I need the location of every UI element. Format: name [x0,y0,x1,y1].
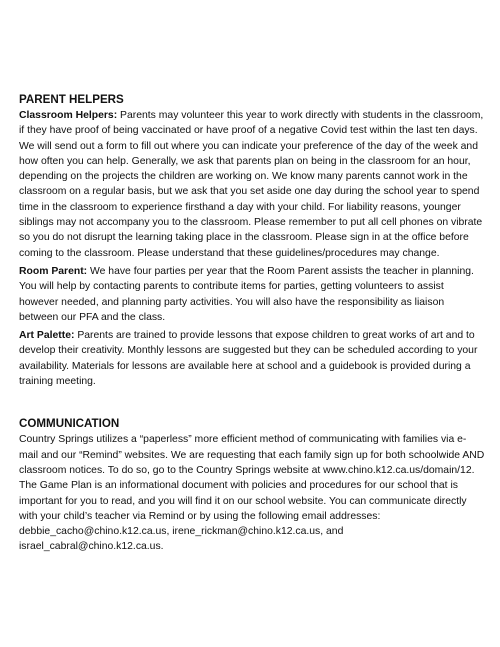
communication-paragraph: Country Springs utilizes a “paperless” more efficient method of communicating with families via e-mail and our “Remind” websites. We are requesting that each family sign up for both schoolwide AND classroom notices. To do so, go to the Country Springs website at www.chino.k12.ca.us/domain/12. The Game Plan is an informational document with policies and procedures for our school that is important for you to read, and you will find it on our school website. You can communicate directly with your child’s teacher via Remind or by using the following email addresses: debbie_cacho@chino.k12.ca.us, irene_rickman@chino.k12.ca.us, and israel_cabral@chino.k12.ca.us. [19,434,485,553]
classroom-helpers-label: Classroom Helpers: [19,110,118,121]
classroom-helpers-paragraph [19,108,485,261]
room-parent-text: We have four parties per year that the Room Parent assists the teacher in planning. You will help by contacting parents to contribute items for parties, getting volunteers to assist however needed, and planning party activities. You will also have the responsibility as liaison between our PFA and the class. [19,265,474,323]
document-page [19,92,485,558]
room-parent-paragraph [19,264,485,325]
classroom-helpers-text: Parents may volunteer this year to work directly with students in the classroom, if they have proof of being vaccinated or have proof of a negative Covid test within the last ten days. We will send out a form to fill out where you can indicate your preference of the day of the week and how often you can help. Generally, we ask that parents plan on being in the classroom for an hour, depending on the projects the children are working on. We know many parents cannot work in the classroom on a regular basis, but we ask that you set aside one day during the school year to spend time in the classroom to experience firsthand a day with your child. For liability reasons, younger siblings may not accompany you to the classroom. Please remember to put all cell phones on vibrate so you do not disrupt the learning taking place in the classroom. Please sign in at the office before coming to the classroom. Please understand that these guidelines/procedures may change. [19,110,484,259]
art-palette-label: Art Palette: [19,330,75,342]
section-spacer [19,392,485,416]
communication-section [19,416,485,554]
parent-helpers-heading: PARENT HELPERS [19,93,124,106]
room-parent-label: Room Parent: [19,265,88,277]
art-palette-text: Parents are trained to provide lessons that expose children to great works of art and to develop their creativity. Monthly lessons are suggested but they can be scheduled according to your availability. Materials for lessons are available here at school and a guidebook is provided during a training meeting. [19,330,478,388]
art-palette-paragraph [19,328,485,389]
communication-heading: COMMUNICATION [19,417,120,431]
parent-helpers-section [19,92,485,389]
